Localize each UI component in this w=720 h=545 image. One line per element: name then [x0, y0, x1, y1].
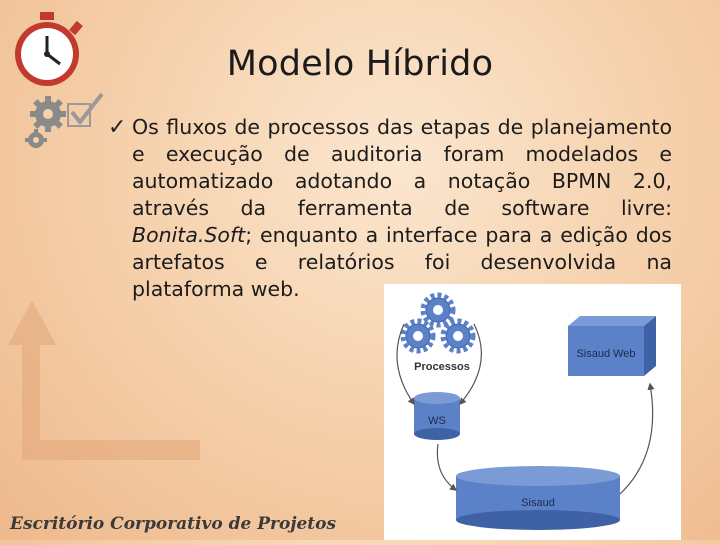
bullet-text-part-3: ; enquanto a interface para a edição dos artefatos e relatórios foi desenvolvida na plataforma web.: [132, 223, 672, 301]
sisaud-label: Sisaud: [521, 497, 555, 509]
bullet-text: [132, 114, 672, 303]
bullet-text-italic: Bonita.Soft: [132, 223, 246, 247]
bullet-point: [108, 114, 672, 303]
slide-title: Modelo Híbrido: [226, 44, 494, 84]
sisaud-web-label: Sisaud Web: [576, 348, 636, 360]
architecture-diagram: [384, 284, 681, 540]
sisaud-web-server-icon: [568, 316, 656, 376]
footer-brand: Escritório Corporativo de Projetos: [10, 514, 337, 534]
checkmark-icon: ✓: [108, 115, 127, 140]
processos-label: Processos: [414, 361, 470, 373]
bullet-text-part-1: Os fluxos de processos das etapas de planejamento e execução de auditoria foram modelados e automatizado adotando a notação BPMN 2.0, através da ferramenta de software livre:: [132, 115, 672, 220]
ws-label: WS: [428, 415, 446, 427]
architecture-diagram-graphic: [384, 284, 681, 540]
